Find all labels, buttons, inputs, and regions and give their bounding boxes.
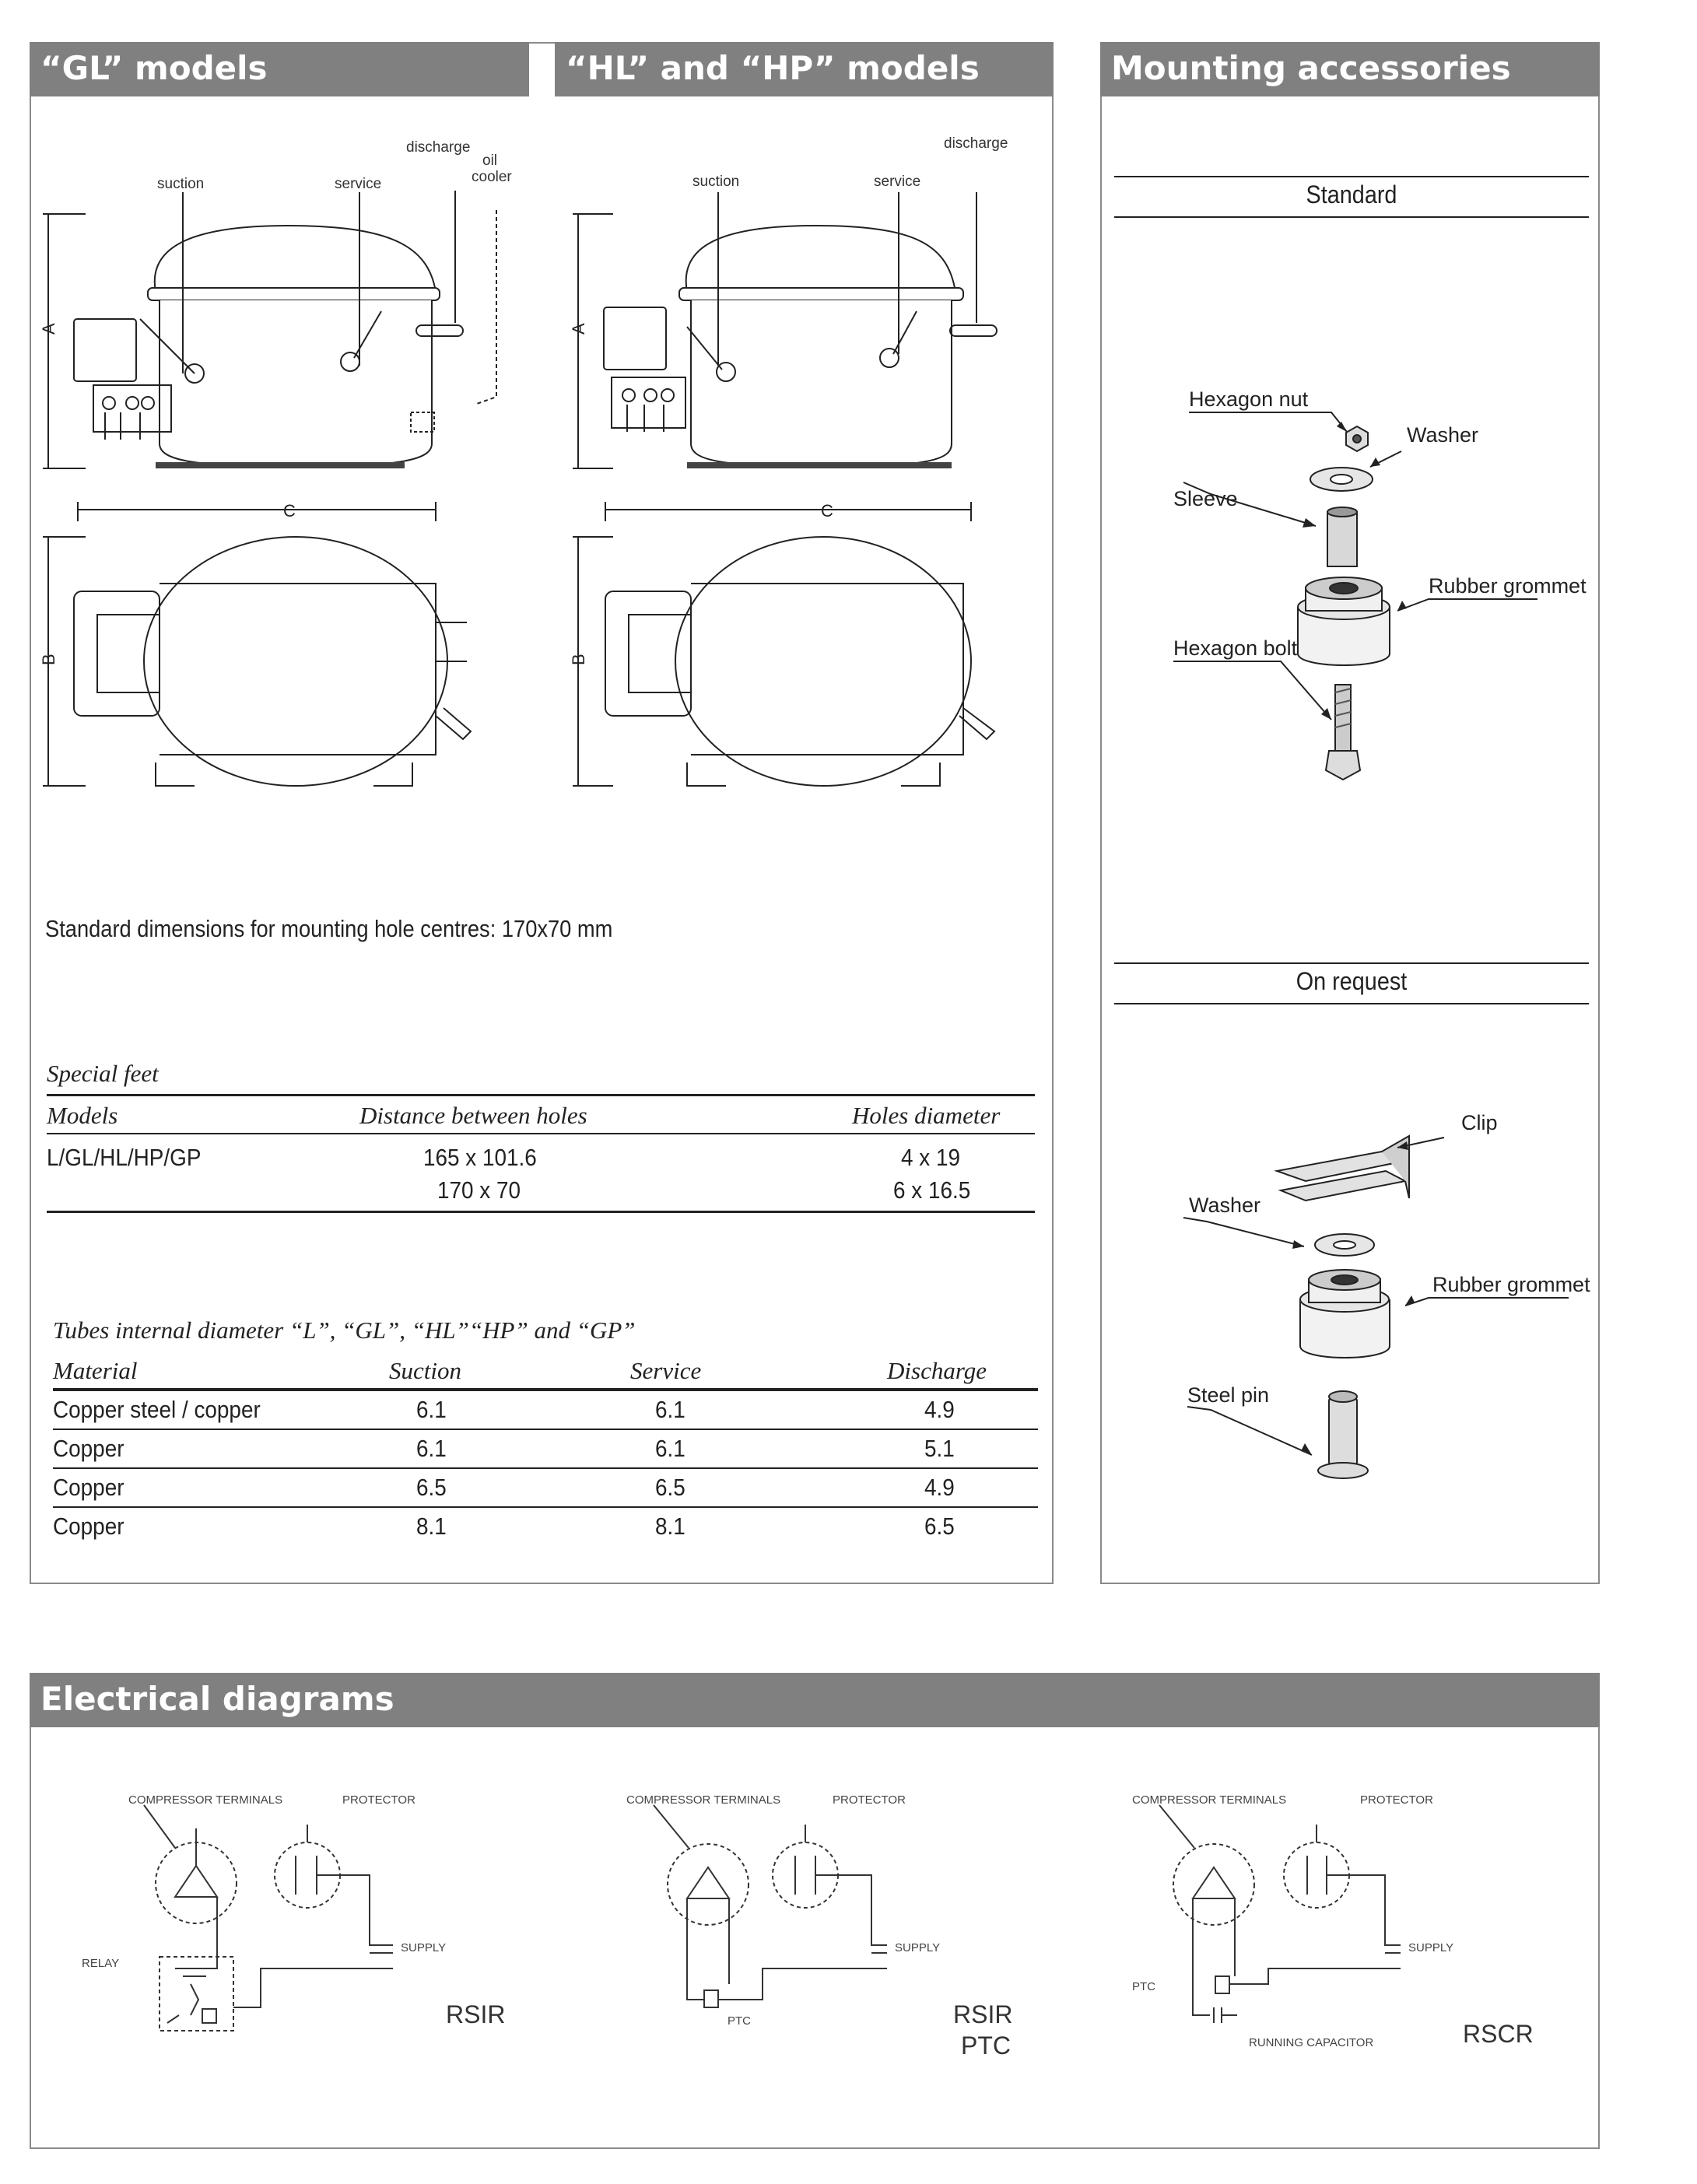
hl-compressor-drawing	[559, 117, 1049, 801]
gl-discharge-label: discharge	[406, 139, 471, 156]
hexagon-nut-label: Hexagon nut	[1189, 387, 1309, 411]
standard-caption: Standard	[1306, 181, 1397, 209]
tubes-row-4-suction: 8.1	[416, 1513, 447, 1540]
hl-dim-a: A	[569, 323, 588, 335]
tubes-row-2-service: 6.1	[655, 1435, 685, 1462]
c1-name: RSIR	[446, 2000, 506, 2028]
special-feet-diameter-1: 4 x 19	[901, 1144, 961, 1171]
gl-dim-a: A	[39, 323, 58, 335]
special-feet-header-distance: Distance between holes	[359, 1102, 587, 1129]
on-request-caption: On request	[1296, 967, 1408, 995]
c3-terminals-label: COMPRESSOR TERMINALS	[1132, 1793, 1287, 1807]
clip-label: Clip	[1461, 1111, 1498, 1134]
tubes-row-2-suction: 6.1	[416, 1435, 447, 1462]
on-request-top-rule	[1114, 962, 1589, 964]
special-feet-model: L/GL/HL/HP/GP	[47, 1144, 202, 1171]
tubes-row-3-service: 6.5	[655, 1474, 685, 1501]
tubes-row-4-material: Copper	[53, 1513, 124, 1540]
tubes-row-2-material: Copper	[53, 1435, 124, 1462]
gl-dim-c: C	[283, 501, 296, 521]
gl-cooler-label: cooler	[472, 169, 512, 185]
c1-protector-label: PROTECTOR	[342, 1793, 415, 1807]
c3-capacitor-label: RUNNING CAPACITOR	[1249, 2036, 1374, 2049]
tubes-header-rule	[53, 1388, 1038, 1391]
standard-top-rule	[1114, 176, 1589, 177]
gl-header: “GL” models	[30, 42, 529, 96]
hl-hp-header: “HL” and “HP” models	[555, 42, 1054, 96]
special-feet-distance-2: 170 x 70	[437, 1176, 521, 1204]
tubes-row-2-discharge: 5.1	[924, 1435, 955, 1462]
special-feet-header-diameter: Holes diameter	[852, 1102, 1001, 1129]
circuit-rsir-ptc	[607, 1790, 1043, 2077]
tubes-row-4-discharge: 6.5	[924, 1513, 955, 1540]
tubes-row-rule	[53, 1429, 1038, 1430]
tubes-row-3-suction: 6.5	[416, 1474, 447, 1501]
tubes-row-1-material: Copper steel / copper	[53, 1396, 261, 1423]
on-request-mounting-drawing	[1102, 1089, 1598, 1494]
tubes-header-discharge: Discharge	[887, 1357, 987, 1384]
gl-suction-label: suction	[157, 176, 205, 192]
tubes-row-rule	[53, 1506, 1038, 1508]
c1-relay-label: RELAY	[82, 1957, 120, 1970]
tubes-header-service: Service	[630, 1357, 702, 1384]
washer-label: Washer	[1407, 423, 1479, 447]
tubes-row-1-discharge: 4.9	[924, 1396, 955, 1423]
special-feet-bottom-rule	[47, 1211, 1035, 1213]
c2-terminals-label: COMPRESSOR TERMINALS	[626, 1793, 781, 1807]
gl-service-label: service	[335, 176, 382, 192]
tubes-row-3-material: Copper	[53, 1474, 124, 1501]
standard-dimensions-text: Standard dimensions for mounting hole centres: 170x70 mm	[45, 915, 613, 942]
hl-service-label: service	[874, 174, 921, 190]
tubes-row-1-suction: 6.1	[416, 1396, 447, 1423]
hl-suction-label: suction	[692, 174, 740, 190]
circuit-rscr	[1113, 1790, 1580, 2077]
tubes-header-suction: Suction	[389, 1357, 461, 1384]
tubes-row-4-service: 8.1	[655, 1513, 685, 1540]
washer2-label: Washer	[1189, 1194, 1261, 1217]
on-request-bottom-rule	[1114, 1003, 1589, 1004]
c3-protector-label: PROTECTOR	[1360, 1793, 1433, 1807]
tubes-title: Tubes internal diameter “L”, “GL”, “HL”“HP” and “GP”	[53, 1316, 636, 1344]
tubes-header-material: Material	[53, 1357, 138, 1384]
hl-discharge-label: discharge	[944, 135, 1008, 152]
electrical-header: Electrical diagrams	[30, 1673, 1600, 1727]
tubes-row-3-discharge: 4.9	[924, 1474, 955, 1501]
c3-name: RSCR	[1463, 2020, 1534, 2048]
standard-bottom-rule	[1114, 216, 1589, 218]
special-feet-distance-1: 165 x 101.6	[423, 1144, 537, 1171]
rubber-grommet-label: Rubber grommet	[1429, 574, 1587, 598]
special-feet-diameter-2: 6 x 16.5	[893, 1176, 971, 1204]
c2-name-1: RSIR	[953, 2000, 1013, 2028]
steel-pin-label: Steel pin	[1187, 1383, 1270, 1407]
hl-dim-c: C	[821, 501, 833, 521]
c2-ptc-label: PTC	[728, 2014, 751, 2028]
c3-ptc-label: PTC	[1132, 1980, 1155, 1993]
hexagon-bolt-label: Hexagon bolt	[1173, 636, 1298, 660]
special-feet-top-rule	[47, 1094, 1035, 1096]
circuit-rsir-relay	[74, 1790, 541, 2077]
c2-protector-label: PROTECTOR	[833, 1793, 906, 1807]
special-feet-header-models: Models	[47, 1102, 118, 1129]
gl-dim-b: B	[39, 654, 58, 665]
c2-name-2: PTC	[961, 2032, 1011, 2060]
c3-supply-label: SUPPLY	[1408, 1941, 1454, 1954]
standard-mounting-drawing	[1102, 373, 1598, 809]
hl-dim-b: B	[569, 654, 588, 665]
rubber-grommet2-label: Rubber grommet	[1432, 1273, 1590, 1296]
c1-terminals-label: COMPRESSOR TERMINALS	[128, 1793, 283, 1807]
special-feet-mid-rule	[47, 1133, 1035, 1134]
c1-supply-label: SUPPLY	[401, 1941, 447, 1954]
sleeve-label: Sleeve	[1173, 487, 1238, 510]
c2-supply-label: SUPPLY	[895, 1941, 941, 1954]
mounting-header: Mounting accessories	[1100, 42, 1600, 96]
gl-compressor-drawing	[31, 117, 529, 801]
gl-oil-label: oil	[482, 152, 498, 169]
tubes-row-rule	[53, 1467, 1038, 1469]
special-feet-title: Special feet	[47, 1060, 159, 1087]
tubes-row-1-service: 6.1	[655, 1396, 685, 1423]
